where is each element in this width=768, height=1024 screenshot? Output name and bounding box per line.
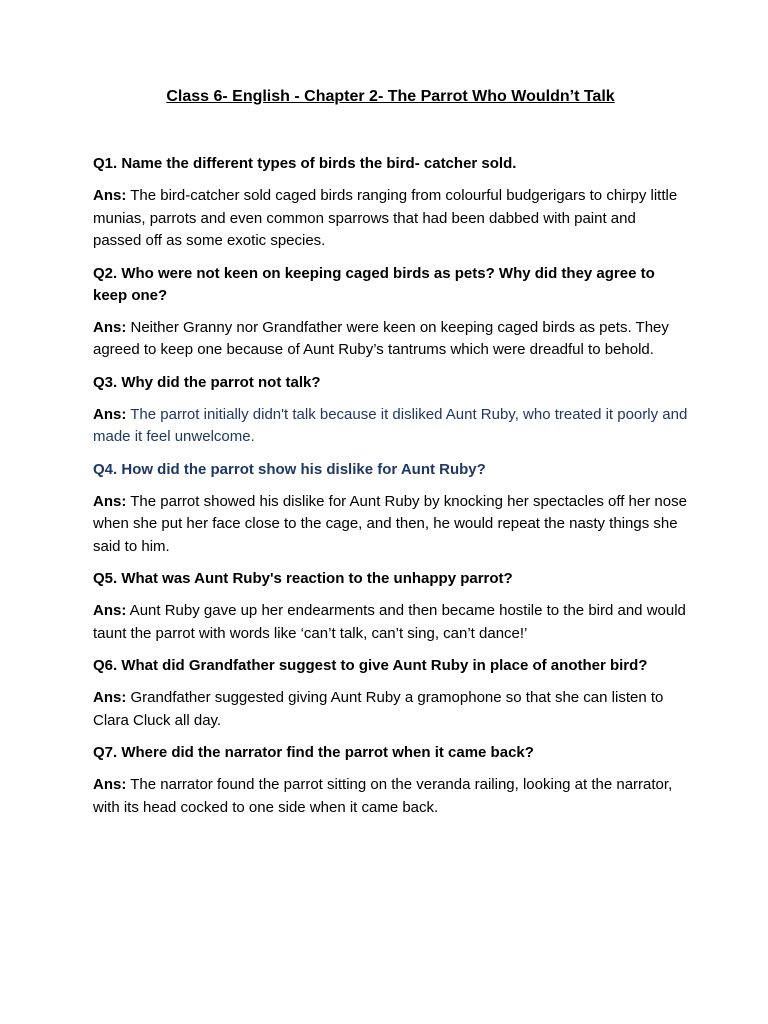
- qa-1: [93, 153, 688, 253]
- answer-text: Neither Granny nor Grandfather were keen on keeping caged birds as pets. They agreed to keep one because of Aunt Ruby’s tantrums which were dreadful to behold.: [93, 318, 669, 358]
- answer-label: Ans:: [93, 602, 127, 619]
- question-2: Q2. Who were not keen on keeping caged birds as pets? Why did they agree to keep one?: [93, 264, 655, 304]
- answer-label: Ans:: [93, 187, 127, 204]
- answer-label: Ans:: [93, 318, 127, 336]
- qa-3: [93, 372, 688, 449]
- question-5: Q5. What was Aunt Ruby's reaction to the unhappy parrot?: [93, 570, 513, 587]
- answer-5: [93, 600, 688, 645]
- answer-label: Ans:: [93, 492, 127, 510]
- answer-1: [93, 185, 688, 253]
- answer-3: [93, 404, 688, 449]
- question-3: Q3. Why did the parrot not talk?: [93, 373, 321, 391]
- question-text: How did the parrot show his dislike for Aunt Ruby?: [117, 460, 486, 478]
- answer-label: Ans:: [93, 689, 127, 706]
- qa-7: [93, 742, 688, 819]
- answer-text: The bird-catcher sold caged birds ranging from colourful budgerigars to chirpy little munias, parrots and even common sparrows that had been dabbed with paint and passed off as some exotic species.: [93, 187, 678, 249]
- question-4: [93, 459, 688, 481]
- qa-6: [93, 655, 688, 732]
- answer-2: [93, 317, 688, 362]
- question-6: Q6. What did Grandfather suggest to give Aunt Ruby in place of another bird?: [93, 657, 648, 674]
- answer-7: [93, 774, 688, 819]
- answer-text: Aunt Ruby gave up her endearments and then became hostile to the bird and would taunt the parrot with words like ‘can’t talk, can’t sing, can’t dance!’: [93, 602, 686, 642]
- answer-4: [93, 491, 688, 559]
- qa-4: [93, 459, 688, 559]
- question-7: Q7. Where did the narrator find the parrot when it came back?: [93, 744, 534, 761]
- page-title: Class 6- English - Chapter 2- The Parrot Who Wouldn’t Talk: [166, 88, 615, 105]
- answer-text: The parrot showed his dislike for Aunt Ruby by knocking her spectacles off her nose when she put her face close to the cage, and then, he would repeat the nasty things she said to him.: [93, 492, 687, 555]
- answer-6: [93, 687, 688, 732]
- answer-text: Grandfather suggested giving Aunt Ruby a gramophone so that she can listen to Clara Cluck all day.: [93, 689, 664, 729]
- question-number: Q4.: [93, 460, 118, 478]
- answer-label: Ans:: [93, 405, 127, 423]
- qa-5: [93, 568, 688, 645]
- answer-text: The narrator found the parrot sitting on the veranda railing, looking at the narrator, with its head cocked to one side when it came back.: [93, 776, 673, 816]
- answer-label: Ans:: [93, 776, 127, 793]
- qa-2: [93, 263, 688, 362]
- answer-text: The parrot initially didn't talk because it disliked Aunt Ruby, who treated it poorly and made it feel unwelcome.: [93, 405, 688, 445]
- question-1: Q1. Name the different types of birds the bird- catcher sold.: [93, 155, 517, 172]
